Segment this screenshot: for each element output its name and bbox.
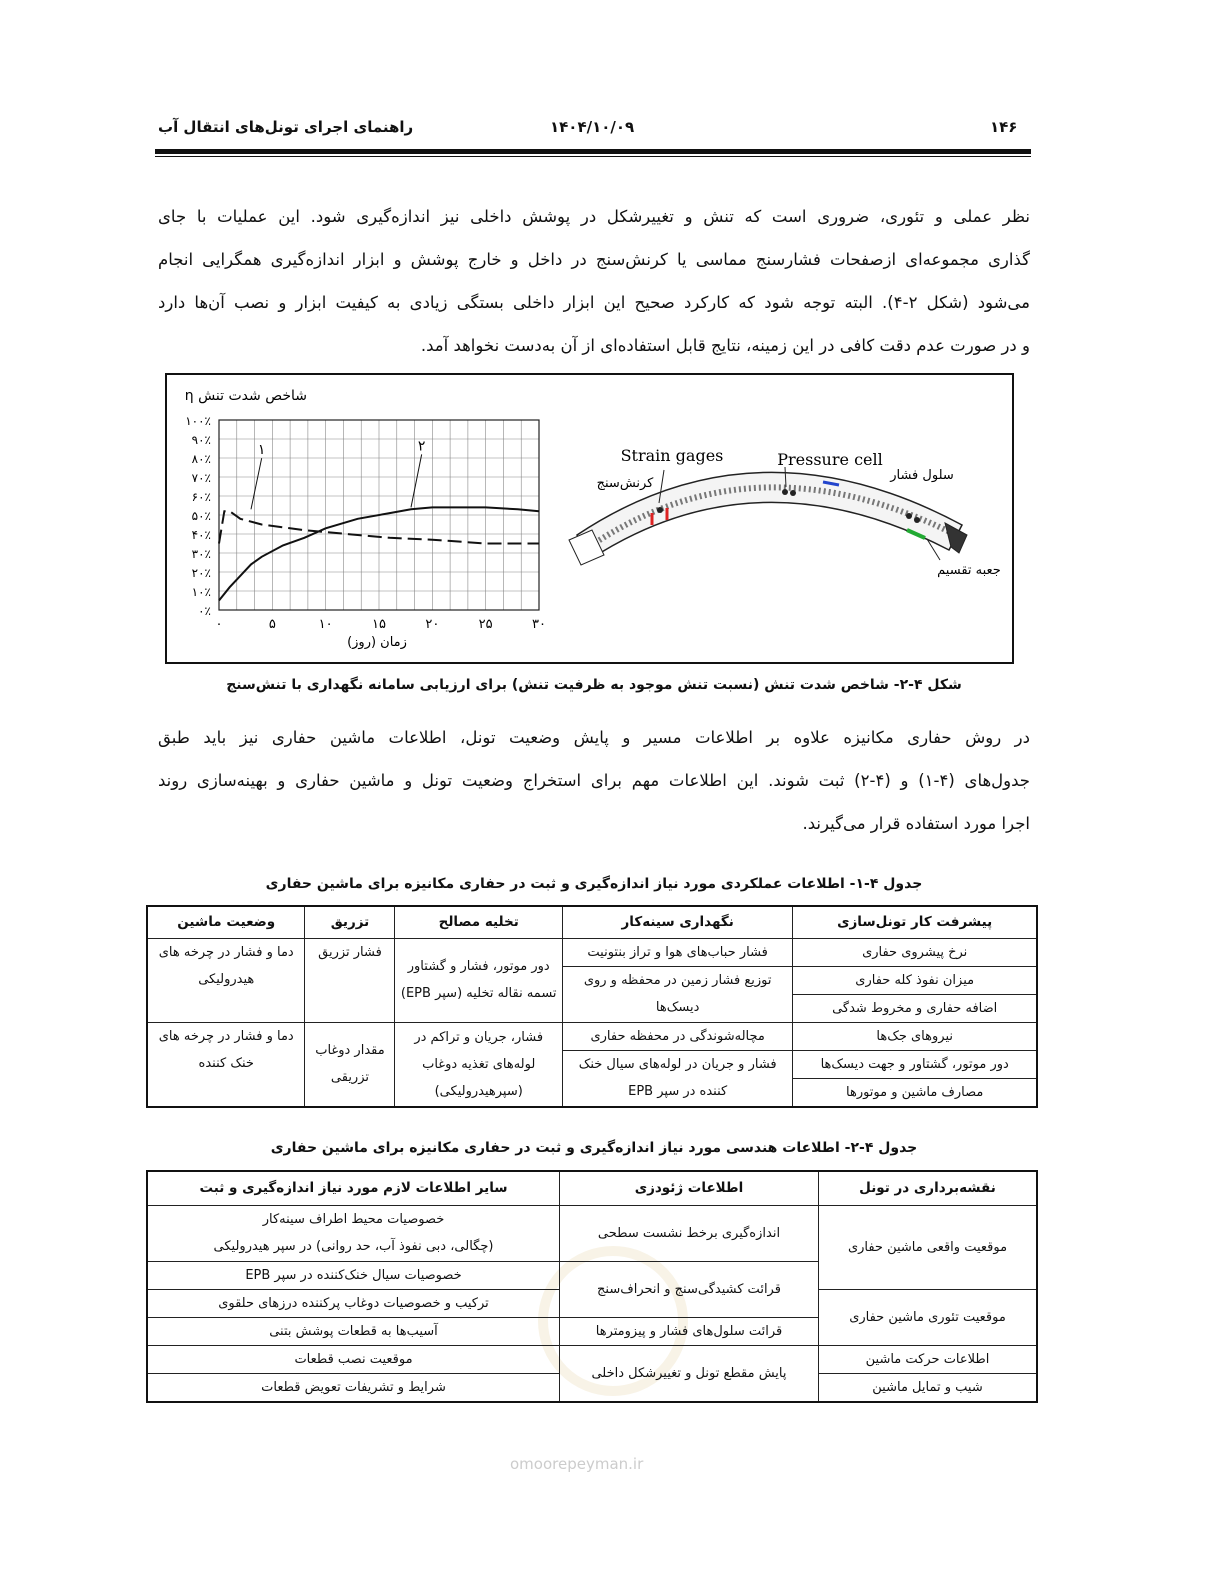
table2-cell: قرائت کشیدگی‌سنج و انحراف‌سنج	[560, 1261, 819, 1317]
page-number: ۱۴۶	[990, 118, 1018, 136]
pressure-cell-point	[790, 490, 796, 496]
chart-xlabel: زمان (روز)	[347, 635, 407, 650]
header-date: ۱۴۰۴/۱۰/۰۹	[550, 118, 635, 136]
paragraph-1	[158, 195, 1030, 367]
x-tick-label: ۱۵	[372, 617, 386, 632]
table2-cell: موقعیت واقعی ماشین حفاری	[819, 1205, 1038, 1289]
pressure-cell-point	[782, 489, 788, 495]
paragraph-2-line: اجرا مورد استفاده قرار می‌گیرند.	[802, 814, 1030, 833]
table1-caption: جدول ۴-۱- اطلاعات عملکردی مورد نیاز اندازه‌گیری و ثبت در حفاری مکانیزه برای ماشین حفاری	[265, 876, 923, 892]
y-tick-label: ۱۰۰٪	[185, 414, 211, 428]
series-label: ۱	[257, 442, 266, 459]
y-tick-label: ۹۰٪	[191, 433, 211, 447]
y-tick-label: ۵۰٪	[191, 509, 211, 523]
y-tick-label: ۰٪	[198, 604, 211, 618]
table1-cell: مقدار دوغاب تزریقی	[305, 1022, 395, 1107]
x-tick-label: ۲۵	[478, 617, 493, 632]
paragraph-1-line: نظر عملی و تئوری، ضروری است که تنش و تغییرشکل در پوشش داخلی نیز اندازه‌گیری شود. این عملیات با جای	[158, 207, 1030, 226]
series-label-leader	[411, 454, 422, 507]
watermark-text: omoorepeyman.ir	[510, 1455, 644, 1473]
table1-cell: مچاله‌شوندگی در محفظه حفاری	[562, 1022, 792, 1050]
paragraph-1-line: گذاری مجموعه‌ای ازصفحات فشارسنج مماسی یا کرنش‌سنج در داخل و خارج پوشش و ابزار اندازه‌گیری همگرایی انجام	[158, 250, 1030, 269]
header-rule	[155, 149, 1031, 154]
y-tick-label: ۱۰٪	[191, 585, 211, 599]
chart-ylabel: η شاخص شدت تنش	[184, 388, 307, 404]
header-rule-thin	[155, 156, 1031, 157]
y-tick-label: ۶۰٪	[191, 490, 211, 504]
table2-cell: ترکیب و خصوصیات دوغاب پرکننده درزهای حلقوی	[147, 1289, 560, 1317]
x-tick-label: ۰	[215, 617, 223, 632]
table2-cell: موقعیت نصب قطعات	[147, 1345, 560, 1373]
table2-cell: (چگالی، دبی نفوذ آب، حد روانی) در سپر هیدرولیکی	[147, 1233, 560, 1261]
label-strain-gages: Strain gages	[620, 446, 724, 465]
table1-cell: نرخ پیشروی حفاری	[793, 938, 1037, 966]
table1-cell: اضافه حفاری و مخروط شدگی	[793, 994, 1037, 1022]
y-tick-label: ۳۰٪	[191, 547, 211, 561]
table1-cell: دور موتور، فشار و گشتاور تسمه نقاله تخلیه (سپر EPB)	[395, 938, 562, 1022]
sensor-point	[914, 517, 920, 523]
table1-cell: فشار حباب‌های هوا و تراز بنتونیت	[562, 938, 792, 966]
y-tick-label: ۷۰٪	[191, 471, 211, 485]
label-pressure-cell-fa: سلول فشار	[890, 468, 954, 483]
paragraph-1-line: می‌شود (شکل ۲-۴). البته توجه شود که کارکرد صحیح این ابزار داخلی بستگی زیادی به کیفیت ابزار و نصب آن‌ها دارد	[158, 293, 1030, 312]
x-tick-label: ۱۰	[318, 617, 333, 632]
y-tick-label: ۸۰٪	[191, 452, 211, 466]
table1-cell: دما و فشار در چرخه های هیدرولیکی	[147, 938, 305, 1022]
table1-cell: فشار و جریان در لوله‌های سیال خنک کننده در سپر EPB	[562, 1050, 792, 1107]
paragraph-2-line: در روش حفاری مکانیزه علاوه بر اطلاعات مسیر و پایش وضعیت تونل، اطلاعات ماشین حفاری نیز باید طبق	[158, 728, 1030, 747]
table2-cell: اطلاعات حرکت ماشین	[819, 1345, 1038, 1373]
table1-cell: فشار، جریان و تراکم در لوله‌های تغذیه دوغاب (سپرهیدرولیکی)	[395, 1022, 562, 1107]
table2-cell: موقعیت تئوری ماشین حفاری	[819, 1289, 1038, 1345]
table1-cell: میزان نفوذ کله حفاری	[793, 966, 1037, 994]
table2-header: سایر اطلاعات لازم مورد نیاز اندازه‌گیری و ثبت	[147, 1171, 560, 1205]
series-label: ۲	[417, 438, 426, 455]
paragraph-1-line: و در صورت عدم دقت کافی در این زمینه، نتایج قابل استفاده‌ای از آن به‌دست نخواهد آمد.	[420, 336, 1030, 355]
x-tick-label: ۵	[268, 617, 276, 632]
table1-header: نگهداری سینه‌کار	[562, 906, 792, 938]
table1-cell: دما و فشار در چرخه های خنک کننده	[147, 1022, 305, 1107]
table-1	[146, 905, 1038, 1108]
table2-cell: شیب و تمایل ماشین	[819, 1373, 1038, 1402]
table1-header: تخلیه مصالح	[395, 906, 562, 938]
table2-cell: شرایط و تشریفات تعویض قطعات	[147, 1373, 560, 1402]
paragraph-2-line: جدول‌های (۴-۱) و (۴-۲) ثبت شوند. این اطلاعات مهم برای استخراج وضعیت تونل و ماشین حفاری و بهینه‌سازی روند	[158, 771, 1030, 790]
table1-cell: توزیع فشار زمین در محفظه و روی دیسک‌ها	[562, 966, 792, 1022]
table2-caption: جدول ۴-۲- اطلاعات هندسی مورد نیاز اندازه‌گیری و ثبت در حفاری مکانیزه برای ماشین حفاری	[270, 1140, 918, 1156]
tunnel-lining-diagram	[569, 446, 1001, 578]
x-tick-label: ۳۰	[532, 617, 546, 632]
label-pressure-cell: Pressure cell	[777, 450, 883, 469]
label-junction-box: جعبه تقسیم	[937, 563, 1001, 578]
table2-cell: خصوصیات محیط اطراف سینه‌کار	[147, 1205, 560, 1233]
y-tick-label: ۴۰٪	[191, 528, 211, 542]
table1-cell: نیروهای جک‌ها	[793, 1022, 1037, 1050]
table2-header: نقشه‌برداری در تونل	[819, 1171, 1038, 1205]
table1-header: پیشرفت کار تونل‌سازی	[793, 906, 1037, 938]
stress-index-chart	[185, 388, 546, 650]
table-2	[146, 1170, 1038, 1403]
figure-box	[165, 373, 1014, 664]
table2-cell: قرائت سلول‌های فشار و پیزومترها	[560, 1317, 819, 1345]
series-label-leader	[251, 458, 262, 509]
header-title: راهنمای اجرای تونل‌های انتقال آب	[158, 118, 414, 136]
table2-cell: اندازه‌گیری برخط نشست سطحی	[560, 1205, 819, 1261]
table2-cell: پایش مقطع تونل و تغییرشکل داخلی	[560, 1345, 819, 1402]
table1-cell: فشار تزریق	[305, 938, 395, 1022]
table1-cell: مصارف ماشین و موتورها	[793, 1078, 1037, 1107]
strain-gage-point	[657, 507, 663, 513]
table2-cell: آسیب‌ها به قطعات پوشش بتنی	[147, 1317, 560, 1345]
table2-header: اطلاعات ژئودزی	[560, 1171, 819, 1205]
label-strain-gages-fa: کرنش‌سنج	[596, 476, 654, 491]
sensor-point	[906, 513, 912, 519]
figure-svg	[167, 375, 1012, 662]
figure-caption: شکل ۴-۲- شاخص شدت تنش (نسبت تنش موجود به ظرفیت تنش) برای ارزیابی سامانه نگهداری با تنش‌سنج	[226, 677, 962, 693]
table1-cell: دور موتور، گشتاور و جهت دیسک‌ها	[793, 1050, 1037, 1078]
table1-header: وضعیت ماشین	[147, 906, 305, 938]
x-tick-label: ۲۰	[425, 617, 440, 632]
table1-header: تزریق	[305, 906, 395, 938]
table2-cell: خصوصیات سیال خنک‌کننده در سپر EPB	[147, 1261, 560, 1289]
y-tick-label: ۲۰٪	[191, 566, 211, 580]
paragraph-2	[158, 716, 1030, 845]
